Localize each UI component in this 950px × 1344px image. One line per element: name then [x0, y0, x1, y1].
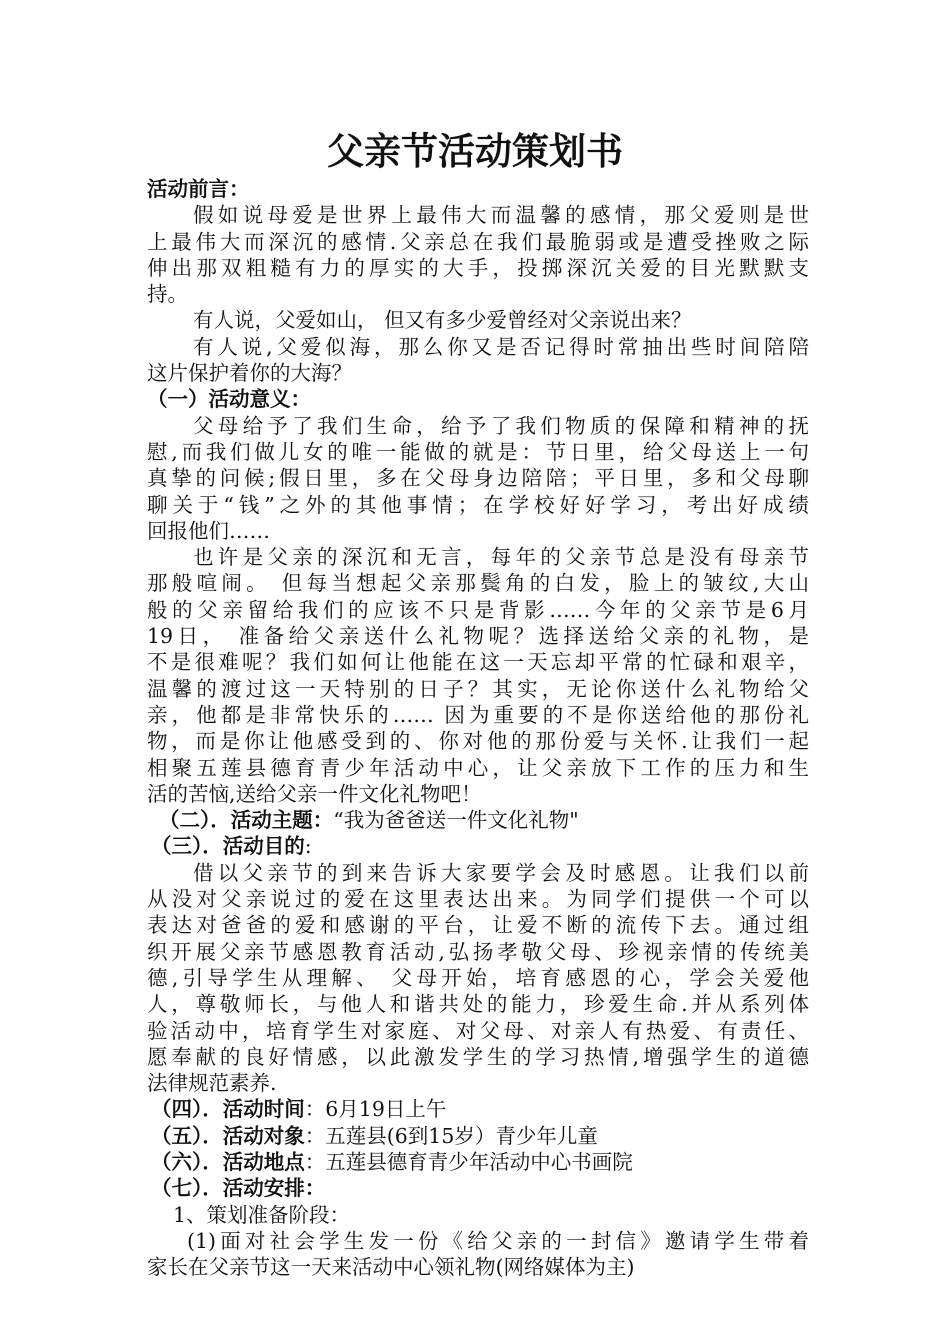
section-5-value: ：五莲县(6到15岁）青少年儿童	[304, 1123, 598, 1148]
section-4-value: ：6月19日上午	[304, 1097, 447, 1122]
paragraph-line: 法律规范素养.	[147, 1071, 277, 1096]
paragraph-line: 表达对爸爸的爱和感谢的平台，让爱不断的流传下去。通过组	[147, 913, 809, 938]
paragraph-line: 德,引导学生从理解、 父母开始，培育感恩的心，学会关爱他	[147, 965, 809, 990]
paragraph-line: 愿奉献的良好情感，以此激发学生的学习热情,增强学生的道德	[147, 1044, 809, 1069]
section-2-row	[147, 807, 809, 833]
paragraph-line: (1)面对社会学生发一份《给父亲的一封信》邀请学生带着	[187, 1228, 809, 1253]
paragraph-line: 借以父亲节的到来告诉大家要学会及时感恩。让我们以前	[193, 860, 809, 885]
section-1-heading: （一）活动意义：	[147, 387, 311, 412]
section-5-heading: （五）．活动对象	[151, 1123, 305, 1148]
section-6-value: ：五莲县德育青少年活动中心书画院	[304, 1149, 633, 1174]
paragraph-line: 上最伟大而深沉的感情.父亲总在我们最脆弱或是遭受挫败之际	[147, 229, 809, 254]
section-2-heading: （二）．活动主题：	[159, 808, 334, 833]
section-7-subheading: 1、策划准备阶段：	[173, 1202, 351, 1227]
section-3-row	[147, 833, 809, 859]
section-3-heading: （三）．活动目的	[151, 834, 305, 859]
paragraph-line: 人，尊敬师长，与他人和谐共处的能力，珍爱生命.并从系列体	[147, 992, 809, 1017]
document-body	[147, 176, 809, 1280]
paragraph-line: 般的父亲留给我们的应该不只是背影……今年的父亲节是6月	[147, 597, 809, 622]
paragraph-line: 温馨的渡过这一天特别的日子？其实，无论你送什么礼物给父	[147, 676, 809, 701]
paragraph-line: 相聚五莲县德育青少年活动中心，让父亲放下工作的压力和生	[147, 755, 809, 780]
section-2-value: “我为爸爸送一件文化礼物"	[333, 808, 579, 833]
section-4-row	[147, 1096, 809, 1122]
paragraph-line: 从没对父亲说过的爱在这里表达出来。为同学们提供一个可以	[147, 887, 809, 912]
paragraph-line: 持。	[147, 282, 188, 307]
paragraph-line: 不是很难呢？我们如何让他能在这一天忘却平常的忙碌和艰辛，	[147, 650, 809, 675]
section-6-row	[147, 1149, 809, 1175]
section-6-heading: （六）．活动地点	[151, 1149, 305, 1174]
paragraph-line: 亲，他都是非常快乐的…… 因为重要的不是你送给他的那份礼	[147, 702, 809, 727]
paragraph-line: 活的苦恼,送给父亲一件文化礼物吧！	[147, 781, 482, 806]
paragraph-line: 家长在父亲节这一天来活动中心领礼物(网络媒体为主)	[147, 1255, 635, 1280]
section-4-heading: （四）．活动时间	[151, 1097, 305, 1122]
section-7-heading: （七）．活动安排：	[151, 1176, 326, 1201]
paragraph-line: 父母给予了我们生命，给予了我们物质的保障和精神的抚	[193, 413, 809, 438]
preface-heading: 活动前言：	[147, 177, 250, 201]
paragraph-line: 这片保护着你的大海？	[147, 361, 352, 386]
paragraph-line: 回报他们……	[147, 518, 270, 543]
paragraph-line: 19日， 准备给父亲送什么礼物呢？选择送给父亲的礼物，是	[147, 624, 809, 649]
paragraph-line: 假如说母爱是世界上最伟大而温馨的感情，那父爱则是世	[193, 203, 809, 228]
section-3-colon: :	[304, 834, 312, 859]
paragraph-line: 那般喧闹。 但每当想起父亲那鬓角的白发，脸上的皱纹,大山	[147, 571, 809, 596]
paragraph-line: 有人说,父爱似海，那么你又是否记得时常抽出些时间陪陪	[193, 334, 809, 359]
section-5-row	[147, 1123, 809, 1149]
paragraph-line: 有人说，父爱如山， 但又有多少爱曾经对父亲说出来？	[193, 308, 692, 333]
paragraph-line: 慰,而我们做儿女的唯一能做的就是：节日里，给父母送上一句	[147, 439, 809, 464]
paragraph-line: 真挚的问候;假日里，多在父母身边陪陪；平日里，多和父母聊	[147, 466, 809, 491]
paragraph-line: 伸出那双粗糙有力的厚实的大手，投掷深沉关爱的目光默默支	[147, 255, 809, 280]
paragraph-line: 物，而是你让他感受到的、你对他的那份爱与关怀.让我们一起	[147, 729, 809, 754]
paragraph-line: 织开展父亲节感恩教育活动,弘扬孝敬父母、珍视亲情的传统美	[147, 939, 809, 964]
paragraph-line: 验活动中，培育学生对家庭、对父母、对亲人有热爱、有责任、	[147, 1018, 809, 1043]
paragraph-line: 聊关于“钱”之外的其他事情；在学校好好学习，考出好成绩	[147, 492, 809, 517]
paragraph-line: 也许是父亲的深沉和无言，每年的父亲节总是没有母亲节	[193, 545, 809, 570]
document-title: 父亲节活动策划书	[327, 130, 623, 173]
